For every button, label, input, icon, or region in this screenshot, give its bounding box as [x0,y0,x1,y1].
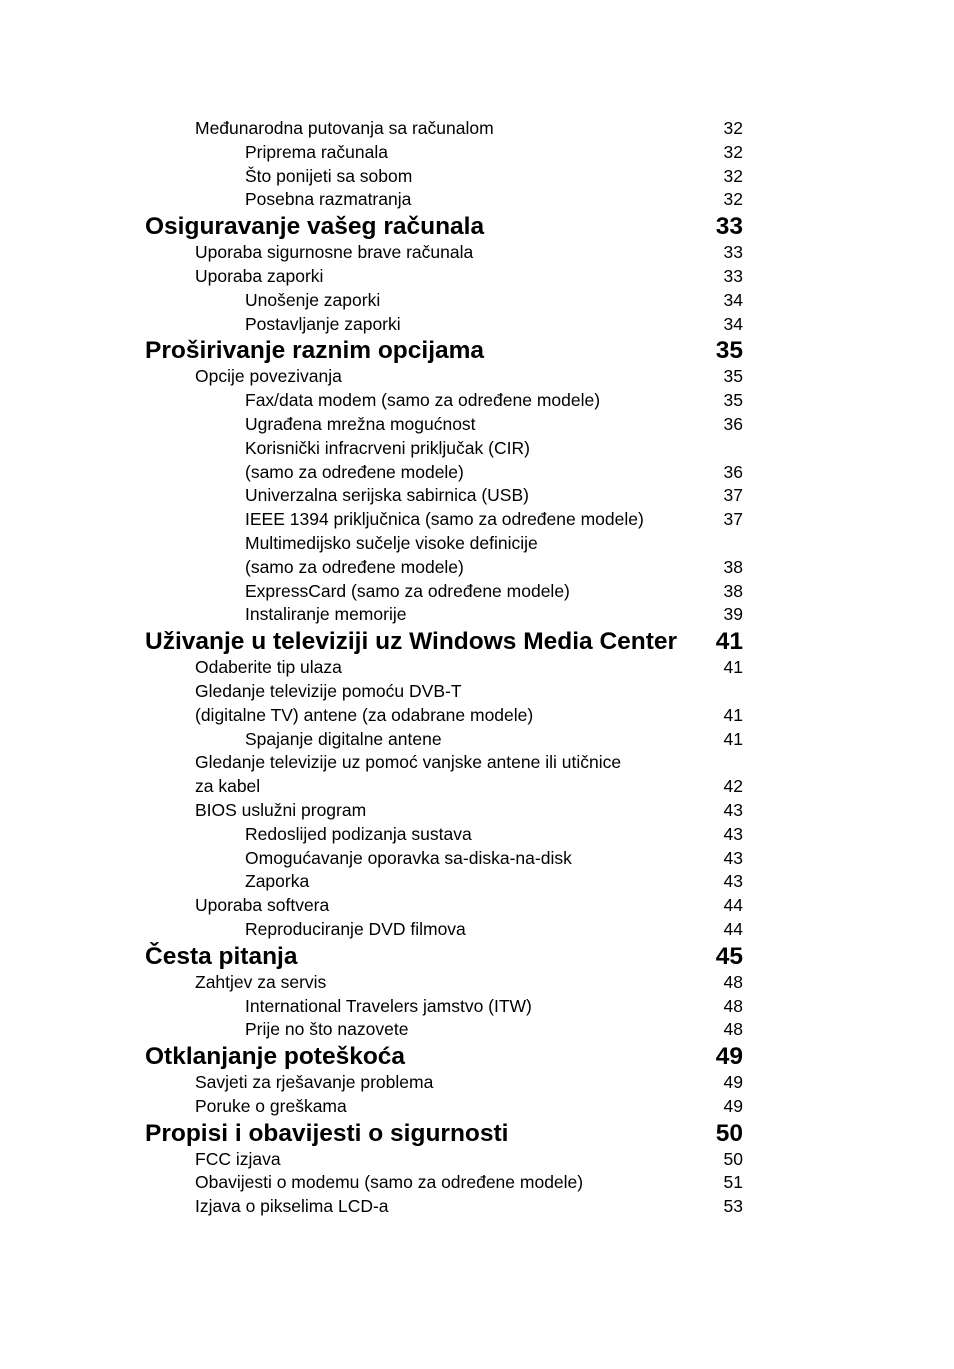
toc-entry-title: International Travelers jamstvo (ITW) [245,995,532,1016]
toc-entry-title: BIOS uslužni program [195,799,367,820]
toc-entry-page-number: 36 [723,413,743,434]
toc-entry-page-number: 48 [723,1019,743,1040]
toc-entry-page-number: 32 [723,118,743,138]
toc-entry-title: Spajanje digitalne antene [245,728,442,749]
toc-section-entry[interactable] [145,365,743,389]
toc-entry-title: Gledanje televizije uz pomoć vanjske antene ili utičnice [195,752,622,773]
toc-entry-page-number: 43 [723,871,743,892]
toc-entry-page-number: 51 [723,1172,743,1193]
toc-entry-title: Propisi i obavijesti o sigurnosti [145,1119,509,1147]
toc-subsection-entry[interactable] [145,728,743,752]
toc-subsection-entry[interactable] [145,289,743,313]
toc-chapter-entry[interactable] [145,627,743,656]
toc-subsection-entry[interactable] [145,141,743,165]
toc-entry-title: Poruke o greškama [195,1095,347,1116]
toc-entry-page-number: 32 [723,141,743,162]
toc-entry-title: Savjeti za rješavanje problema [195,1072,434,1093]
toc-entry-title: Omogućavanje oporavka sa-diska-na-disk [245,847,572,868]
toc-entry-title: Reproduciranje DVD filmova [245,918,466,939]
toc-entry-title: IEEE 1394 priključnica (samo za određene modele) [245,509,644,530]
toc-entry-title: Korisnički infracrveni priključak (CIR) [245,437,530,458]
toc-entry-page-number: 33 [715,213,743,241]
toc-subsection-entry[interactable] [145,413,743,437]
toc-entry-title: FCC izjava [195,1148,281,1169]
toc-subsection-entry[interactable] [145,508,743,532]
toc-section-entry[interactable] [145,751,743,775]
toc-entry-title: Uporaba zaporki [195,265,324,286]
toc-entry-page-number: 41 [723,728,743,749]
toc-entry-title: Uporaba softvera [195,895,330,916]
toc-entry-page-number: 34 [723,313,743,334]
toc-entry-page-number: 49 [723,1072,743,1093]
toc-entry-title: Univerzalna serijska sabirnica (USB) [245,485,529,506]
toc-subsection-entry[interactable] [145,870,743,894]
toc-entry-title: Uživanje u televiziji uz Windows Media Center [145,628,678,656]
toc-entry-page-number: 49 [715,1043,743,1071]
toc-entry-page-number: 35 [723,366,743,387]
toc-entry-title: Unošenje zaporki [245,289,381,310]
toc-entry-page-number: 48 [723,995,743,1016]
toc-entry-title: Ugrađena mrežna mogućnost [245,413,476,434]
toc-subsection-entry[interactable] [145,389,743,413]
toc-subsection-entry[interactable] [145,532,743,556]
toc-entry-title: Česta pitanja [145,942,298,970]
toc-entry-title: Obavijesti o modemu (samo za određene modele) [195,1172,584,1193]
toc-subsection-entry[interactable] [145,313,743,337]
table-of-contents [145,117,743,1219]
toc-entry-page-number: 44 [723,895,743,916]
toc-entry-title: ExpressCard (samo za određene modele) [245,580,570,601]
toc-entry-page-number: 38 [723,580,743,601]
toc-section-entry[interactable] [145,894,743,918]
toc-entry-page-number: 39 [723,604,743,625]
toc-chapter-entry[interactable] [145,212,743,241]
toc-section-entry[interactable] [145,1148,743,1172]
toc-entry-title: Zaporka [245,871,310,892]
toc-entry-page-number: 34 [723,289,743,310]
toc-section-entry[interactable] [145,117,743,141]
toc-entry-title: Posebna razmatranja [245,189,412,210]
toc-section-entry[interactable] [145,656,743,680]
toc-entry-page-number: 50 [715,1119,743,1147]
toc-chapter-entry[interactable] [145,1119,743,1148]
toc-entry-title: za kabel [195,776,261,797]
toc-entry-title: Instaliranje memorije [245,604,407,625]
toc-entry-page-number: 35 [715,337,743,365]
toc-chapter-entry[interactable] [145,336,743,365]
toc-section-entry[interactable] [145,704,743,728]
toc-section-entry[interactable] [145,1095,743,1119]
toc-entry-title: Postavljanje zaporki [245,313,401,334]
toc-entry-title: Opcije povezivanja [195,366,342,387]
toc-entry-title: Otklanjanje poteškoća [145,1043,406,1071]
toc-subsection-entry[interactable] [145,188,743,212]
toc-entry-page-number: 32 [723,189,743,210]
toc-entry-title: Gledanje televizije pomoću DVB-T [195,680,462,701]
toc-entry-page-number: 45 [715,942,743,970]
toc-section-entry[interactable] [145,265,743,289]
toc-subsection-entry[interactable] [145,461,743,485]
toc-section-entry[interactable] [145,799,743,823]
toc-entry-title: Osiguravanje vašeg računala [145,213,485,241]
toc-entry-page-number: 35 [723,390,743,411]
toc-subsection-entry[interactable] [145,484,743,508]
toc-entry-title: Zahtjev za servis [195,971,327,992]
toc-entry-page-number: 41 [723,704,743,725]
toc-subsection-entry[interactable] [145,165,743,189]
toc-entry-page-number: 49 [723,1095,743,1116]
toc-subsection-entry[interactable] [145,995,743,1019]
toc-subsection-entry[interactable] [145,1018,743,1042]
toc-entry-page-number: 33 [723,242,743,263]
toc-subsection-entry[interactable] [145,580,743,604]
toc-section-entry[interactable] [145,971,743,995]
toc-section-entry[interactable] [145,241,743,265]
toc-entry-title: (samo za određene modele) [245,556,464,577]
toc-entry-title: Redoslijed podizanja sustava [245,823,472,844]
toc-entry-page-number: 43 [723,823,743,844]
toc-entry-title: Multimedijsko sučelje visoke definicije [245,532,538,553]
toc-entry-title: Odaberite tip ulaza [195,657,342,678]
toc-subsection-entry[interactable] [145,823,743,847]
toc-entry-page-number: 53 [723,1196,743,1217]
toc-subsection-entry[interactable] [145,918,743,942]
toc-subsection-entry[interactable] [145,603,743,627]
toc-section-entry[interactable] [145,1195,743,1219]
toc-entry-page-number: 43 [723,799,743,820]
toc-entry-title: Prije no što nazovete [245,1019,409,1040]
toc-entry-page-number: 43 [723,847,743,868]
toc-chapter-entry[interactable] [145,1042,743,1071]
toc-entry-title: Proširivanje raznim opcijama [145,337,485,365]
toc-entry-page-number: 42 [723,776,743,797]
toc-subsection-entry[interactable] [145,847,743,871]
toc-entry-title: Izjava o pikselima LCD-a [195,1196,389,1217]
toc-entry-page-number: 32 [723,165,743,186]
toc-entry-page-number: 41 [715,628,743,656]
toc-chapter-entry[interactable] [145,942,743,971]
toc-entry-page-number: 41 [723,657,743,678]
toc-entry-page-number: 44 [723,918,743,939]
toc-section-entry[interactable] [145,680,743,704]
toc-entry-page-number: 50 [723,1148,743,1169]
toc-entry-page-number: 48 [723,971,743,992]
toc-entry-title: (samo za određene modele) [245,461,464,482]
toc-section-entry[interactable] [145,1071,743,1095]
toc-entry-title: (digitalne TV) antene (za odabrane modele) [195,704,534,725]
toc-entry-title: Što ponijeti sa sobom [245,165,413,186]
toc-subsection-entry[interactable] [145,437,743,461]
toc-entry-title: Fax/data modem (samo za određene modele) [245,390,601,411]
toc-entry-page-number: 37 [723,509,743,530]
toc-subsection-entry[interactable] [145,556,743,580]
toc-entry-page-number: 38 [723,556,743,577]
toc-entry-page-number: 37 [723,485,743,506]
toc-entry-title: Međunarodna putovanja sa računalom [195,118,494,138]
toc-section-entry[interactable] [145,775,743,799]
toc-entry-title: Uporaba sigurnosne brave računala [195,242,474,263]
toc-entry-title: Priprema računala [245,141,388,162]
toc-entry-page-number: 36 [723,461,743,482]
toc-section-entry[interactable] [145,1171,743,1195]
toc-entry-page-number: 33 [723,265,743,286]
